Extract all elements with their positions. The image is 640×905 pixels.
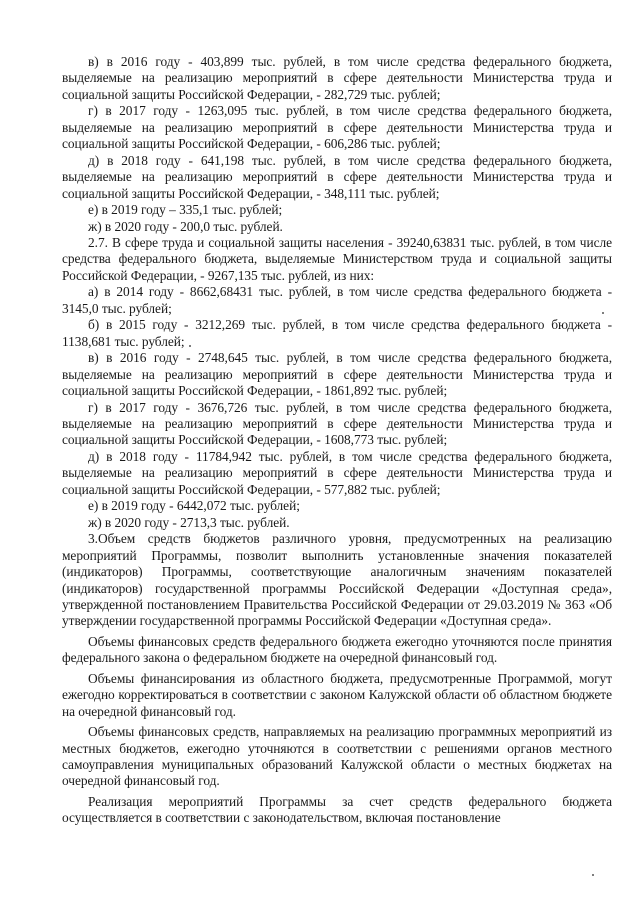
paragraph-2016-a: в) в 2016 году - 403,899 тыс. рублей, в том числе средства федерального бюджета, выделяемые на реализацию мероприятий в сфере деятельности Министерства труда и социальной защиты Российской Федерации, - 282,729 тыс. рублей; <box>62 54 612 102</box>
paragraph-2019-a: е) в 2019 году – 335,1 тыс. рублей; <box>88 202 283 218</box>
scan-speck <box>592 874 594 876</box>
paragraph-2014-b: а) в 2014 году - 8662,68431 тыс. рублей, в том числе средства федерального бюджета - 3145,0 тыс. рублей; <box>62 284 612 316</box>
regional-budget-paragraph: Объемы финансирования из областного бюджета, предусмотренные Программой, могут ежегодно корректироваться в соответствии с законом Калужской области об областном бюджете на очередной финансовый год. <box>62 670 612 719</box>
paragraph-2020-a: ж) в 2020 году - 200,0 тыс. рублей. <box>88 218 283 234</box>
paragraph-2019-b: е) в 2019 году - 6442,072 тыс. рублей; <box>88 498 300 514</box>
paragraph-2020-b: ж) в 2020 году - 2713,3 тыс. рублей. <box>88 514 290 530</box>
paragraph-2017-a: г) в 2017 году - 1263,095 тыс. рублей, в том числе средства федерального бюджета, выделяемые на реализацию мероприятий в сфере деятельности Министерства труда и социальной защиты Российской Федерации, - 606,286 тыс. рублей; <box>62 103 612 152</box>
scan-speck <box>189 345 191 347</box>
paragraph-2017-b: г) в 2017 году - 3676,726 тыс. рублей, в том числе средства федерального бюджета, выделяемые на реализацию мероприятий в сфере деятельности Министерства труда и социальной защиты Российской Федерации, - 1608,773 тыс. рублей; <box>62 399 612 448</box>
local-budget-paragraph: Объемы финансовых средств, направляемых на реализацию программных мероприятий из местных бюджетов, ежегодно уточняются в соответствии с решениями органов местного самоуправления муниципальных образований Калужской области о местных бюджетах на очередной финансовый год. <box>62 724 612 789</box>
paragraph-2015-b: б) в 2015 году - 3212,269 тыс. рублей, в том числе средства федерального бюджета - 1138,681 тыс. рублей; <box>62 317 612 349</box>
paragraph-2018-b: д) в 2018 году - 11784,942 тыс. рублей, в том числе средства федерального бюджета, выделяемые на реализацию мероприятий в сфере деятельности Министерства труда и социальной защиты Российской Федерации, - 577,882 тыс. рублей; <box>62 448 612 497</box>
scan-speck <box>602 312 604 314</box>
paragraph-2016-b: в) в 2016 году - 2748,645 тыс. рублей, в том числе средства федерального бюджета, выделяемые на реализацию мероприятий в сфере деятельности Министерства труда и социальной защиты Российской Федерации, - 1861,892 тыс. рублей; <box>62 350 612 399</box>
federal-budget-paragraph: Объемы финансовых средств федерального бюджета ежегодно уточняются после принятия федерального закона о федеральном бюджете на очередной финансовый год. <box>62 633 612 666</box>
implementation-paragraph: Реализация мероприятий Программы за счет средств федерального бюджета осуществляется в соответствии с законодательством, включая постановление <box>62 793 612 826</box>
paragraph-2018-a: д) в 2018 году - 641,198 тыс. рублей, в том числе средства федерального бюджета, выделяемые на реализацию мероприятий в сфере деятельности Министерства труда и социальной защиты Российской Федерации, - 348,111 тыс. рублей; <box>62 152 612 201</box>
section-2-7-heading-paragraph: 2.7. В сфере труда и социальной защиты населения - 39240,63831 тыс. рублей, в том числе средства федерального бюджета, выделяемые Министерством труда и социальной защиты Российской Федерации, - 9267,135 тыс. рублей, из них: <box>62 234 612 283</box>
section-3-paragraph: 3.Объем средств бюджетов различного уровня, предусмотренных на реализацию мероприятий Программы, позволит выполнить установленные значения показателей (индикаторов) Программы, соответствующие аналогичным значениям показателей (индикаторов) государственной программы Российской Федерации «Доступная среда», утвержденной постановлением Правительства Российской Федерации от 29.03.2019 № 363 «Об утверждении государственной программы Российской Федерации «Доступная среда». <box>62 531 612 629</box>
